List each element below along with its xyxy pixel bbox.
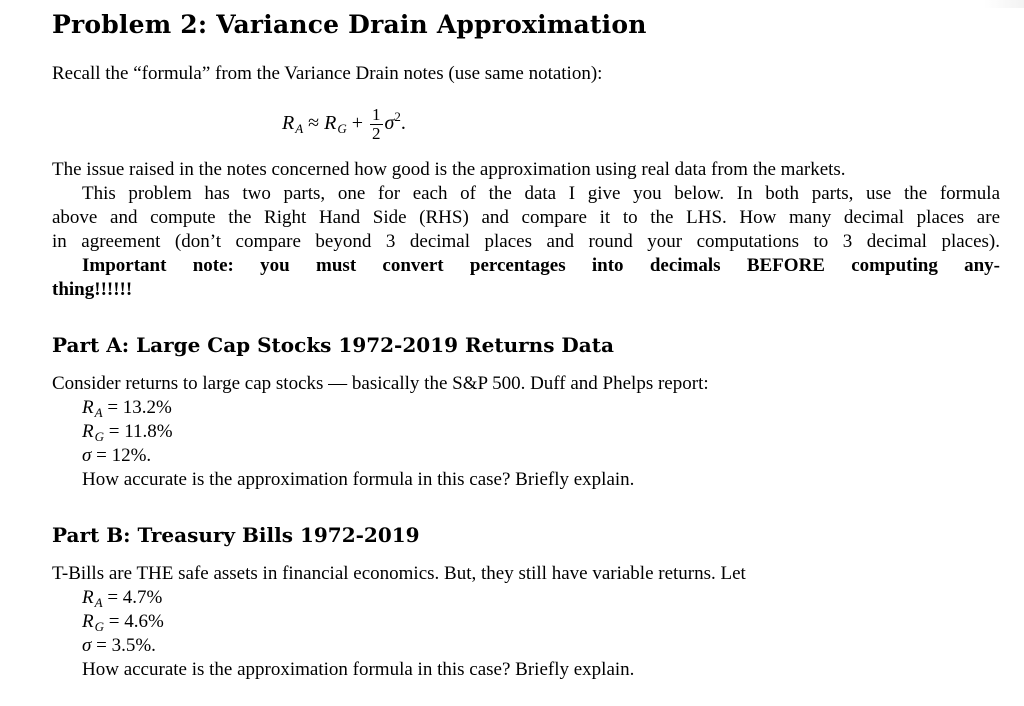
part-b-intro: T-Bills are THE safe assets in financial economics. But, they still have variable returns. Let [52,563,746,584]
important-note-line-2: thing!!!!!! [52,279,133,300]
important-note-line-1: Important note: you must convert percentages into decimals BEFORE computing any- [82,255,1000,276]
part-a-rg: $R_G = 11.8\%$ [82,421,173,444]
part-b-rg: $R_G = 4.6\%$ [82,611,164,634]
part-b-question: How accurate is the approximation formula in this case? Briefly explain. [82,659,635,680]
intro-text: Recall the “formula” from the Variance Drain notes (use same notation): [52,63,603,84]
problem-title: Problem 2: Variance Drain Approximation [52,10,647,39]
page-corner-shadow [984,0,1024,8]
paragraph-issue: The issue raised in the notes concerned how good is the approximation using real data from the markets. [52,159,846,180]
part-a-ra: $R_A = 13.2\%$ [82,397,172,420]
variance-drain-formula: $R_A \approx R_G$ + $\frac{1}{2}$ $\sigma^2$. [282,105,406,143]
part-b-ra: $R_A = 4.7\%$ [82,587,163,610]
part-a-question: How accurate is the approximation formula in this case? Briefly explain. [82,469,635,490]
part-a-heading: Part A: Large Cap Stocks 1972-2019 Returns Data [52,333,614,357]
part-a-sigma: σ = 12%. [82,445,152,466]
paragraph-parts-line-1: This problem has two parts, one for each of the data I give you below. In both parts, use the formula [82,183,1000,204]
paragraph-parts-line-3: in agreement (don’t compare beyond 3 decimal places and round your computations to 3 decimal places). [52,231,1000,252]
part-a-intro: Consider returns to large cap stocks — basically the S&P 500. Duff and Phelps report: [52,373,709,394]
fraction-one-half: $\frac{1}{2}$ [372,105,381,143]
paragraph-parts-line-2: above and compute the Right Hand Side (RHS) and compare it to the LHS. How many decimal places are [52,207,1000,228]
part-b-sigma: σ = 3.5%. [82,635,156,656]
part-b-heading: Part B: Treasury Bills 1972-2019 [52,523,420,547]
